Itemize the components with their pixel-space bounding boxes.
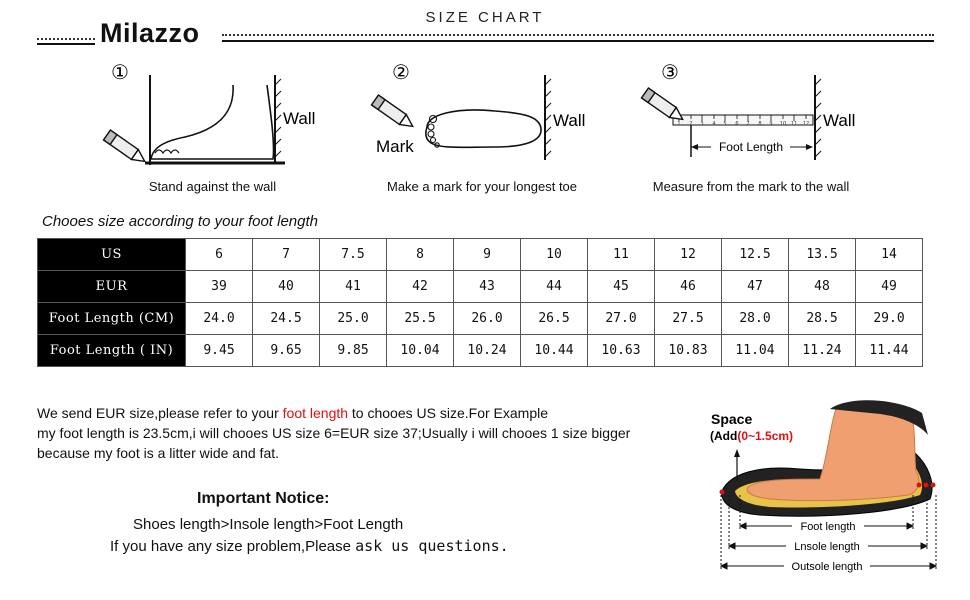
table-cell: 26.0 [454, 303, 521, 335]
table-cell: 44 [521, 271, 588, 303]
brand-logo: Milazzo [100, 18, 200, 48]
step-2-number: ② [392, 60, 410, 84]
header-rule-left [37, 43, 95, 45]
step-3-wall-label: Wall [823, 111, 856, 130]
pencil-icon [104, 130, 149, 166]
step-3-length-label: Foot Length [718, 140, 784, 154]
table-cell: 10.04 [387, 335, 454, 367]
table-row-us [38, 239, 923, 271]
table-cell: 28.0 [722, 303, 789, 335]
ruler-tick-label: 3 [700, 121, 704, 127]
shoe-length-diagram [700, 395, 950, 585]
step-3-illustration [635, 55, 875, 175]
size-note-line-2: my foot length is 23.5cm,i will chooes US size 6=EUR size 37;Usually i will chooes 1 size bigger [37, 425, 631, 441]
size-note [37, 403, 630, 463]
add-label [710, 429, 793, 443]
ruler-tick-label: 2 [689, 121, 693, 127]
step-1-wall-label: Wall [283, 109, 316, 128]
table-cell: 41 [320, 271, 387, 303]
table-cell: 25.5 [387, 303, 454, 335]
notice-contact-mono: ask us questions. [355, 537, 509, 555]
highlight-foot-length: foot length [282, 405, 349, 421]
table-cell: 40 [253, 271, 320, 303]
table-cell: 7.5 [320, 239, 387, 271]
space-label: Space [711, 411, 753, 427]
table-caption: Chooes size according to your foot length [42, 213, 318, 230]
step-1-illustration [95, 55, 325, 175]
notice-contact [110, 537, 509, 555]
row-header: US [38, 239, 186, 271]
table-cell: 29.0 [856, 303, 923, 335]
ruler-icon [673, 115, 813, 127]
table-cell: 45 [588, 271, 655, 303]
table-cell: 10.83 [655, 335, 722, 367]
table-cell: 46 [655, 271, 722, 303]
note-text: to chooes US size.For Example [348, 405, 549, 421]
table-cell: 11.04 [722, 335, 789, 367]
step-2-mark-label: Mark [376, 137, 414, 156]
outsole-length-label: Outsole length [791, 561, 863, 573]
foot-length-label: Foot length [800, 521, 856, 533]
table-cell: 49 [856, 271, 923, 303]
add-prefix: (Add [710, 429, 738, 443]
insole-length-label: Lnsole length [794, 541, 860, 553]
step-1-number: ① [111, 60, 129, 84]
table-cell: 9 [454, 239, 521, 271]
table-cell: 9.45 [186, 335, 253, 367]
note-text: We send EUR size,please refer to your [37, 405, 283, 421]
ruler-tick-label: 12 [802, 121, 810, 127]
ruler-tick-label: 9 [769, 121, 773, 127]
table-row-eur [38, 271, 923, 303]
size-note-line-1 [37, 403, 630, 423]
table-cell: 6 [186, 239, 253, 271]
table-cell: 10 [521, 239, 588, 271]
step-2-wall-label: Wall [553, 111, 586, 130]
ruler-tick-label: 1 [677, 121, 681, 127]
row-header: Foot Length (CM) [38, 303, 186, 335]
ruler-tick-label: 10 [779, 121, 787, 127]
table-cell: 9.65 [253, 335, 320, 367]
size-table [37, 238, 923, 367]
table-row-foot-length-cm [38, 303, 923, 335]
table-cell: 28.5 [789, 303, 856, 335]
table-cell: 42 [387, 271, 454, 303]
pencil-icon [372, 95, 417, 131]
header-divider-left [37, 38, 95, 40]
ruler-tick-label: 8 [758, 121, 762, 127]
table-cell: 10.44 [521, 335, 588, 367]
ruler-tick-label: 7 [746, 121, 750, 127]
table-cell: 24.5 [253, 303, 320, 335]
header-rule-right [222, 40, 934, 42]
foot-top-icon [426, 110, 541, 147]
table-cell: 27.0 [588, 303, 655, 335]
ruler-tick-label: 4 [712, 121, 716, 127]
table-cell: 47 [722, 271, 789, 303]
table-cell: 7 [253, 239, 320, 271]
table-cell: 11.44 [856, 335, 923, 367]
table-cell: 12 [655, 239, 722, 271]
table-cell: 8 [387, 239, 454, 271]
table-cell: 11 [588, 239, 655, 271]
notice-contact-text: If you have any size problem,Please [110, 538, 356, 555]
add-value: (0~1.5cm) [737, 429, 794, 443]
table-cell: 43 [454, 271, 521, 303]
table-cell: 26.5 [521, 303, 588, 335]
notice-length-order: Shoes length>Insole length>Foot Length [133, 516, 404, 533]
table-cell: 9.85 [320, 335, 387, 367]
header-divider-right [222, 34, 934, 36]
table-cell: 10.24 [454, 335, 521, 367]
ruler-tick-label: 5 [723, 121, 727, 127]
pencil-icon [642, 88, 687, 124]
step-2-illustration [365, 55, 605, 175]
ruler-tick-label: 6 [735, 121, 739, 127]
row-header: EUR [38, 271, 186, 303]
table-cell: 25.0 [320, 303, 387, 335]
table-cell: 10.63 [588, 335, 655, 367]
notice-title: Important Notice: [197, 490, 330, 507]
page-title: SIZE CHART [425, 9, 545, 26]
table-cell: 11.24 [789, 335, 856, 367]
step-3-caption: Measure from the mark to the wall [652, 179, 850, 194]
size-note-line-3: because my foot is a litter wide and fat. [37, 445, 280, 461]
table-cell: 24.0 [186, 303, 253, 335]
table-cell: 27.5 [655, 303, 722, 335]
table-row-foot-length-in [38, 335, 923, 367]
step-2-caption: Make a mark for your longest toe [386, 179, 578, 194]
ruler-tick-label: 11 [790, 121, 798, 127]
table-cell: 39 [186, 271, 253, 303]
step-3-number: ③ [661, 60, 679, 84]
foot-icon [747, 404, 919, 500]
foot-side-icon [151, 85, 274, 159]
row-header: Foot Length ( IN) [38, 335, 186, 367]
table-cell: 48 [789, 271, 856, 303]
table-cell: 14 [856, 239, 923, 271]
table-cell: 13.5 [789, 239, 856, 271]
step-1-caption: Stand against the wall [148, 179, 277, 194]
table-cell: 12.5 [722, 239, 789, 271]
